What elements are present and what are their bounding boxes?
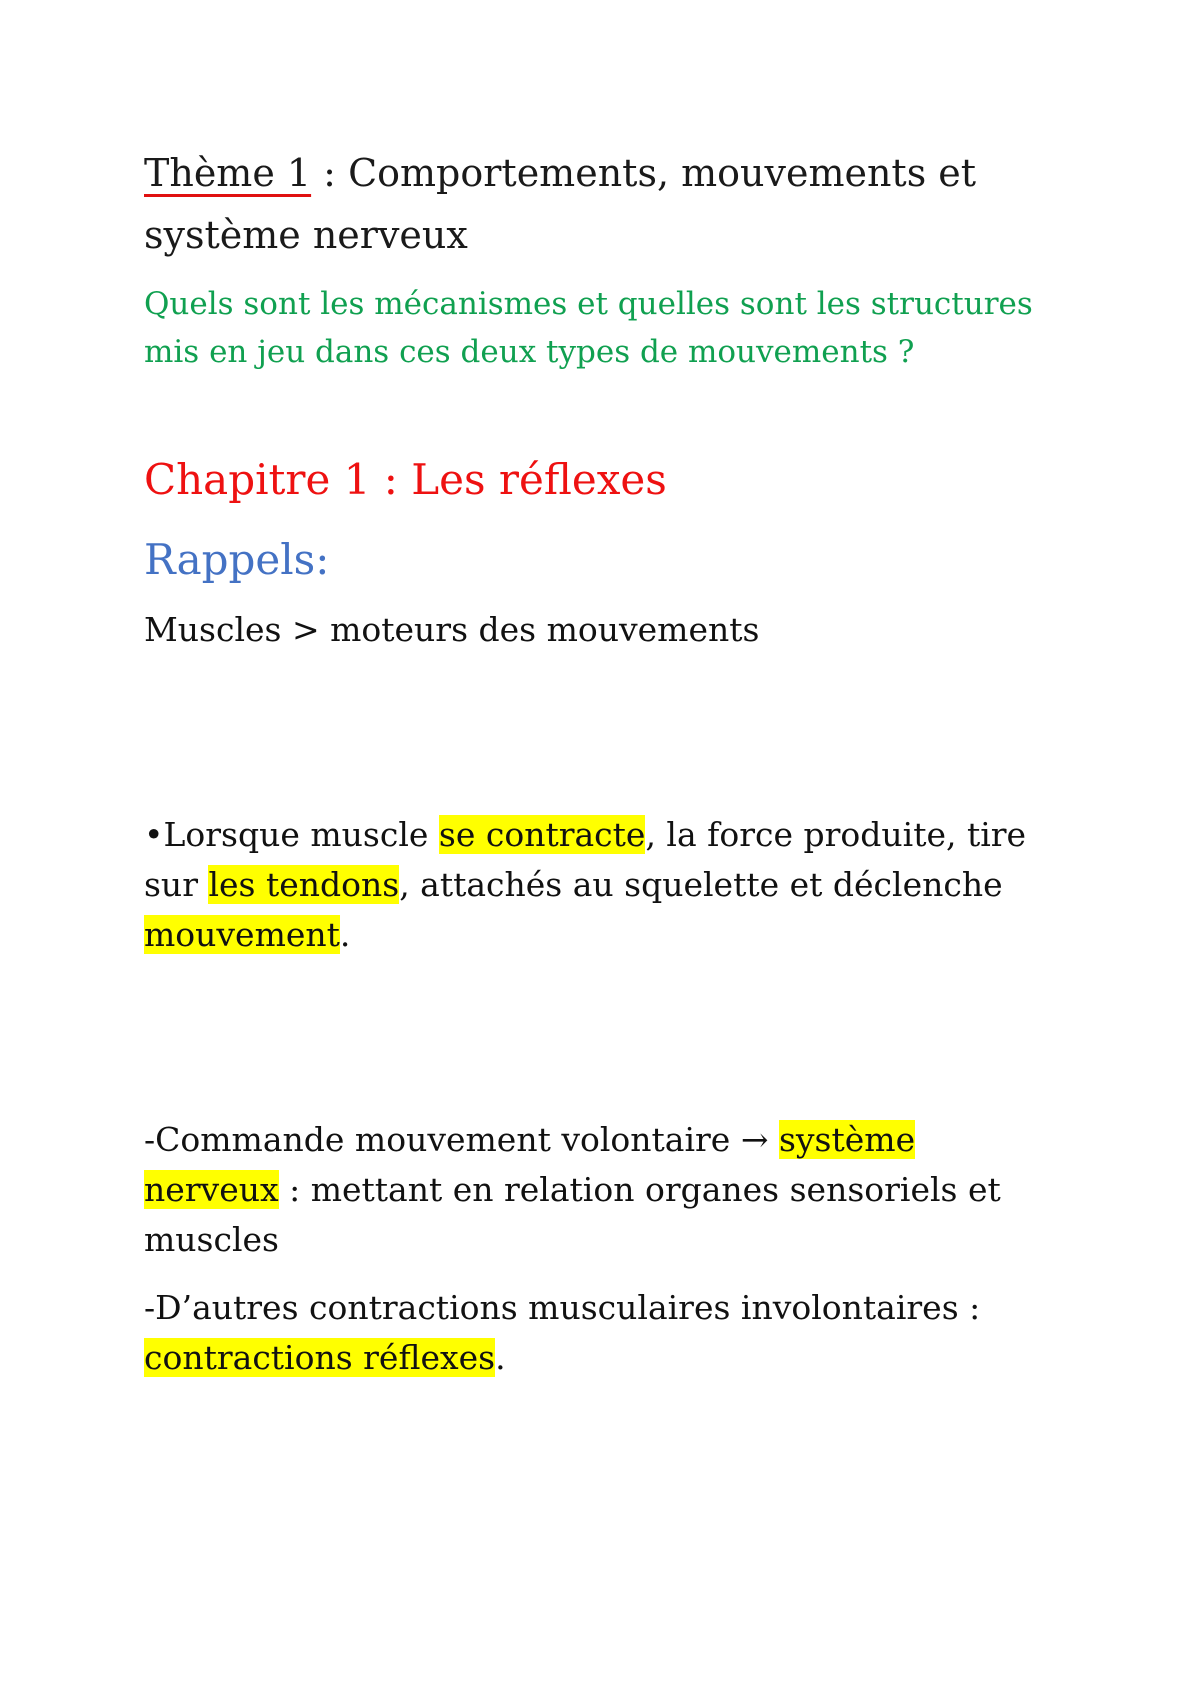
- text-run: : mettant en relation organes sensoriels et: [278, 1170, 1001, 1209]
- highlight-les-tendons: les tendons: [208, 865, 400, 904]
- highlight-mouvement: mouvement: [144, 915, 340, 954]
- question-line-2: mis en jeu dans ces deux types de mouvements ?: [144, 334, 915, 370]
- highlight-nerveux: nerveux: [144, 1170, 279, 1209]
- paragraph-2-line-2: [144, 1165, 1001, 1215]
- text-run: .: [339, 915, 351, 954]
- text-run: sur: [144, 865, 209, 904]
- arrow-right-icon: →: [740, 1120, 769, 1159]
- muscles-line: Muscles > moteurs des mouvements: [144, 610, 760, 649]
- text-run: -Commande mouvement volontaire: [144, 1120, 741, 1159]
- text-run: , la force produite, tire: [645, 815, 1027, 854]
- text-run: .: [495, 1338, 506, 1377]
- highlight-systeme: système: [778, 1120, 916, 1159]
- theme-title-line-1: [144, 142, 976, 204]
- chapter-heading: Chapitre 1 : Les réflexes: [144, 455, 667, 504]
- theme-title-part-1: Comportements, mouvements et: [348, 151, 977, 195]
- rappels-heading: Rappels:: [144, 535, 330, 584]
- paragraph-1-line-3: [144, 910, 350, 960]
- paragraph-3-line-2: [144, 1333, 506, 1383]
- theme-separator: :: [311, 151, 349, 195]
- theme-label: Thème 1: [144, 151, 312, 195]
- highlight-contractions-reflexes: contractions réflexes: [144, 1338, 496, 1377]
- text-run: •Lorsque muscle: [144, 815, 439, 854]
- text-run: , attachés au squelette et déclenche: [399, 865, 1003, 904]
- highlight-se-contracte: se contracte: [438, 815, 646, 854]
- paragraph-2-line-1: [144, 1115, 915, 1165]
- paragraph-3-line-1: -D’autres contractions musculaires involontaires :: [144, 1288, 981, 1327]
- theme-title-line-2: système nerveux: [144, 213, 468, 257]
- question-line-1: Quels sont les mécanismes et quelles sont les structures: [144, 286, 1033, 322]
- paragraph-1-line-1: [144, 810, 1026, 860]
- paragraph-1-line-2: [144, 860, 1003, 910]
- paragraph-2-line-3: muscles: [144, 1220, 279, 1259]
